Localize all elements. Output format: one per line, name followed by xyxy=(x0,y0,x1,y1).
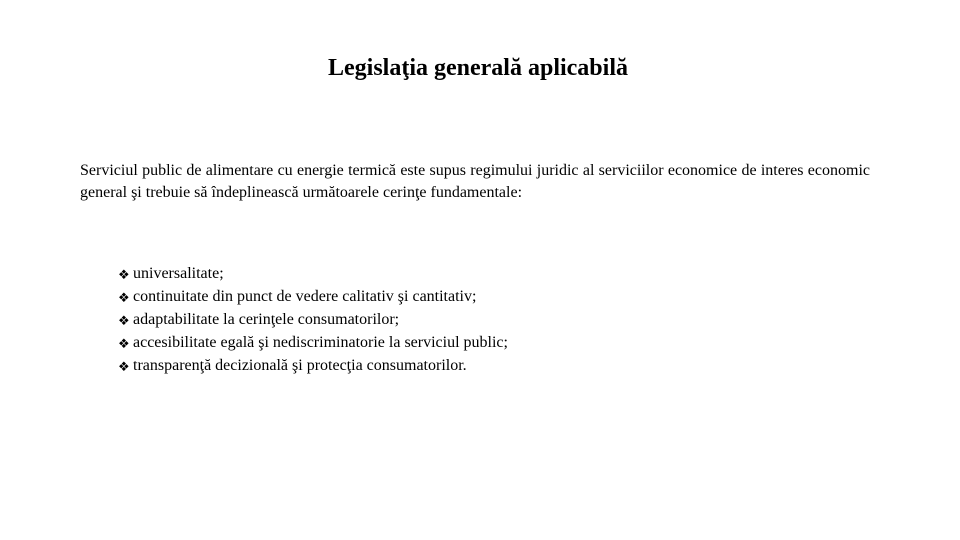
list-item-text: accesibilitate egală şi nediscriminatorie la serviciul public; xyxy=(133,334,508,351)
list-item-text: transparenţă decizională şi protecţia consumatorilor. xyxy=(133,357,467,374)
slide-title: Legislaţia generală aplicabilă xyxy=(328,55,628,81)
list-item-text: universalitate; xyxy=(133,265,224,282)
diamond-bullet-icon: ❖ xyxy=(118,359,130,374)
list-item xyxy=(118,262,508,285)
list-item xyxy=(118,285,508,308)
diamond-bullet-icon: ❖ xyxy=(118,290,130,305)
diamond-bullet-icon: ❖ xyxy=(118,267,130,282)
diamond-bullet-icon: ❖ xyxy=(118,313,130,328)
list-item xyxy=(118,308,508,331)
list-item-text: adaptabilitate la cerinţele consumatorilor; xyxy=(133,311,400,328)
list-item xyxy=(118,331,508,354)
intro-paragraph: Serviciul public de alimentare cu energie termică este supus regimului juridic al serviciilor economice de interes economic general şi trebuie să îndeplinească următoarele cerinţe fundamentale: xyxy=(80,162,870,201)
requirements-list xyxy=(118,262,508,377)
list-item xyxy=(118,354,508,377)
diamond-bullet-icon: ❖ xyxy=(118,336,130,351)
list-item-text: continuitate din punct de vedere calitativ şi cantitativ; xyxy=(133,288,477,305)
